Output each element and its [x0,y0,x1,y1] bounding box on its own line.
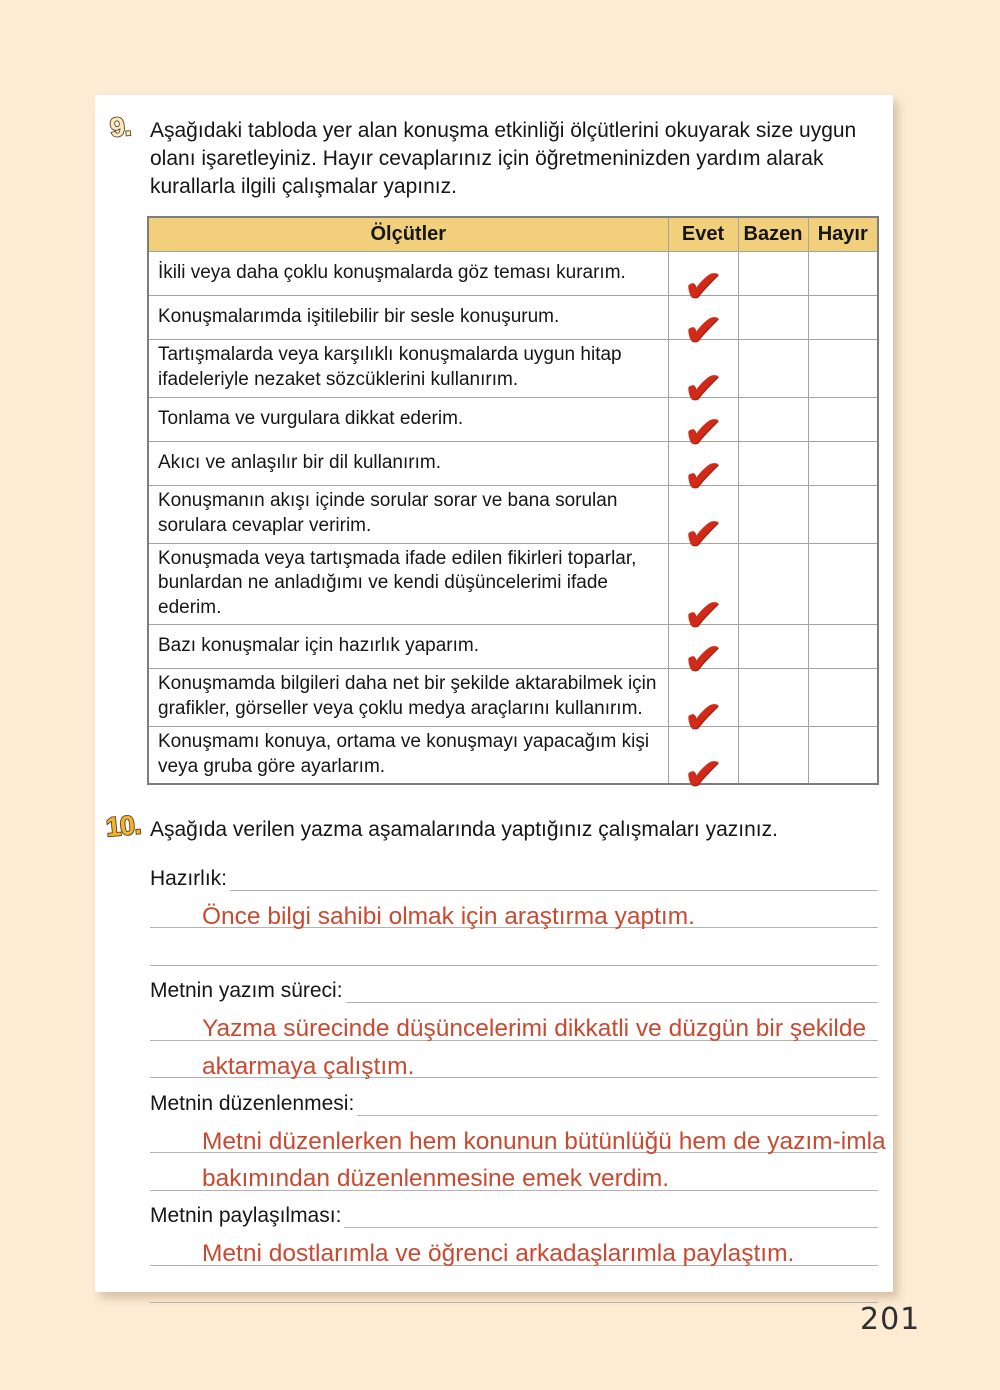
page-card [95,95,893,1292]
table-row [148,339,878,397]
answer-cell-bazen[interactable] [738,485,808,543]
handwritten-answer: Metni dostlarımla ve öğrenci arkadaşlarımla paylaştım. [202,1240,795,1268]
answer-cell-hayir[interactable] [808,668,878,726]
stage-label-row [150,1078,878,1116]
criterion-text: Bazı konuşmalar için hazırlık yaparım. [148,624,668,668]
stage-label: Metnin paylaşılması: [150,1204,342,1228]
stage-label-row [150,966,878,1004]
answer-cell-bazen[interactable] [738,397,808,441]
checkmark-icon: ✔ [681,257,725,313]
table-row [148,543,878,624]
answer-cell-bazen[interactable] [738,339,808,397]
stage-label-row [150,853,878,891]
table-row [148,251,878,295]
criterion-text: İkili veya daha çoklu konuşmalarda göz teması kurarım. [148,251,668,295]
checkmark-icon: ✔ [681,586,725,642]
checkmark-icon: ✔ [681,745,725,802]
checkmark-icon: ✔ [681,359,725,415]
criterion-text: Konuşmada veya tartışmada ifade edilen fikirleri toparlar, bunlardan ne anladığımı ve kendi düşüncelerimi ifade ederim. [148,543,668,624]
answer-line[interactable] [150,1003,878,1041]
answer-cell-hayir[interactable] [808,397,878,441]
answer-cell-hayir[interactable] [808,251,878,295]
question-9-number-badge: 9. [108,111,132,143]
answer-cell-hayir[interactable] [808,441,878,485]
answer-line[interactable] [150,1041,878,1079]
answer-cell-evet[interactable] [668,251,738,313]
answer-cell-hayir[interactable] [808,485,878,543]
blank-ruled-line[interactable] [150,928,878,966]
criterion-text: Konuşmalarımda işitilebilir bir sesle konuşurum. [148,295,668,339]
header-evet: Evet [668,217,738,251]
question-9-prompt: Aşağıdaki tabloda yer alan konuşma etkinliği ölçütlerini okuyarak size uygun olanı işaretleyiniz. Hayır cevaplarınız için öğretmeninizden yardım alarak kurallarla ilgili çalışmalar yapınız. [150,119,857,198]
answer-cell-bazen[interactable] [738,543,808,624]
table-row [148,624,878,668]
question-10-number-badge: 10. [104,809,142,843]
answer-line[interactable] [150,891,878,929]
criterion-text: Tartışmalarda veya karşılıklı konuşmalarda uygun hitap ifadeleriyle nezaket sözcüklerini kullanırım. [148,339,668,397]
table-header-row [148,217,878,251]
question-10-prompt: Aşağıda verilen yazma aşamalarında yaptığınız çalışmaları yazınız. [150,818,778,842]
answer-cell-hayir[interactable] [808,726,878,784]
answer-cell-bazen[interactable] [738,726,808,784]
handwritten-answer: Önce bilgi sahibi olmak için araştırma yaptım. [202,902,695,930]
criteria-table-body [148,251,878,802]
handwritten-answer: Metni düzenlerken hem konunun bütünlüğü hem de yazım-imla [202,1127,886,1155]
table-row [148,668,878,726]
header-bazen: Bazen [738,217,808,251]
ruled-line[interactable] [346,1002,878,1003]
stage-label-row [150,1191,878,1229]
answer-cell-hayir[interactable] [808,295,878,339]
header-olcutler: Ölçütler [148,217,668,251]
answer-cell-hayir[interactable] [808,543,878,624]
handwritten-answer: bakımından düzenlenmesine emek verdim. [202,1165,670,1193]
criterion-text: Konuşmanın akışı içinde sorular sorar ve bana sorulan sorulara cevaplar veririm. [148,485,668,543]
answer-line[interactable] [150,1228,878,1266]
answer-cell-bazen[interactable] [738,441,808,485]
answer-cell-bazen[interactable] [738,668,808,726]
answer-cell-bazen[interactable] [738,624,808,668]
writing-stages-area [150,853,886,1303]
answer-cell-bazen[interactable] [738,251,808,295]
criterion-text: Konuşmamda bilgileri daha net bir şekilde aktarabilmek için grafikler, görseller veya çoklu medya araçlarını kullanırım. [148,668,668,726]
stage-label: Metnin düzenlenmesi: [150,1091,355,1115]
handwritten-answer: Yazma sürecinde düşüncelerimi dikkatli ve düzgün bir şekilde [202,1015,867,1043]
table-row [148,726,878,784]
checkmark-icon: ✔ [681,301,725,357]
criteria-table [147,216,879,802]
question-9 [95,111,893,201]
criterion-text: Tonlama ve vurgulara dikkat ederim. [148,397,668,441]
checkmark-icon: ✔ [681,688,725,744]
checkmark-icon: ✔ [681,403,725,459]
stage-label: Hazırlık: [150,866,228,890]
ruled-line[interactable] [344,1227,878,1228]
answer-line[interactable] [150,1153,878,1191]
checkmark-icon: ✔ [681,447,725,503]
criterion-text: Akıcı ve anlaşılır bir dil kullanırım. [148,441,668,485]
answer-line[interactable] [150,1116,886,1155]
blank-ruled-line[interactable] [150,1266,878,1304]
stage-label: Metnin yazım süreci: [150,979,343,1003]
header-hayir: Hayır [808,217,878,251]
ruled-line[interactable] [230,890,878,891]
table-row [148,397,878,441]
table-row [148,295,878,339]
answer-cell-bazen[interactable] [738,295,808,339]
question-10 [95,809,893,844]
table-row [148,441,878,485]
table-row [148,485,878,543]
criterion-text: Konuşmamı konuya, ortama ve konuşmayı yapacağım kişi veya gruba göre ayarlarım. [148,726,668,784]
page-number: 201 [860,1302,921,1337]
answer-cell-hayir[interactable] [808,624,878,668]
checkmark-icon: ✔ [681,630,725,686]
answer-cell-hayir[interactable] [808,339,878,397]
handwritten-answer: aktarmaya çalıştım. [202,1052,415,1080]
checkmark-icon: ✔ [681,505,725,561]
ruled-line[interactable] [357,1115,878,1116]
